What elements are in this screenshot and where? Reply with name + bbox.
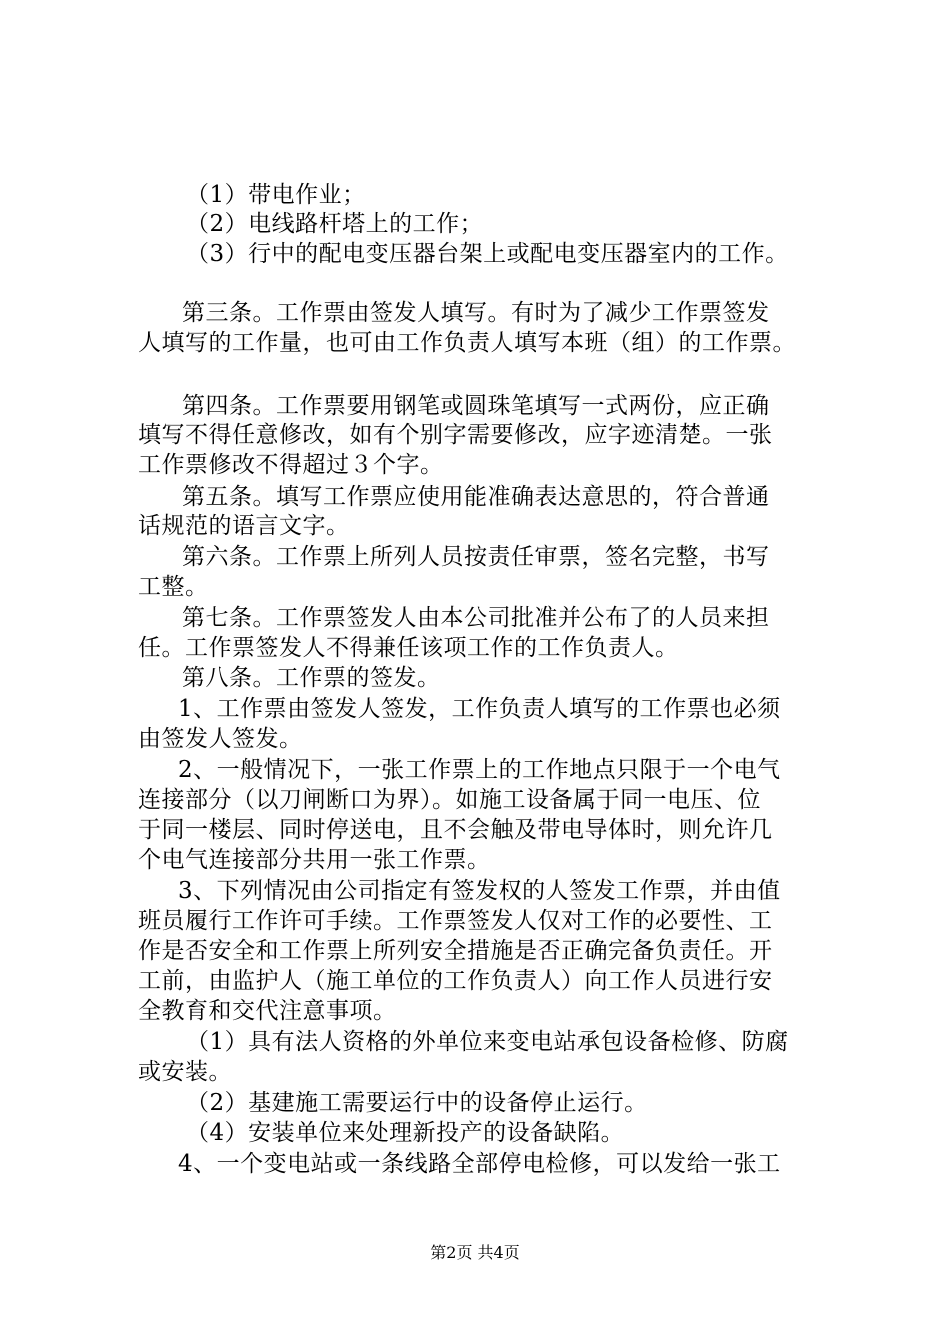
text-line: 3、下列情况由公司指定有签发权的人签发工作票，并由值 [178,878,781,904]
text-line: 全教育和交代注意事项。 [138,998,397,1024]
text-line: 连接部分（以刀闸断口为界）。如施工设备属于同一电压、位 [138,787,761,813]
text-line: 2、一般情况下，一张工作票上的工作地点只限于一个电气 [178,757,781,783]
text-line: 4、一个变电站或一条线路全部停电检修，可以发给一张工 [178,1151,781,1177]
text-line: 或安装。 [138,1059,232,1085]
text-line: （3）行中的配电变压器台架上或配电变压器室内的工作。 [186,241,789,267]
text-line: 于同一楼层、同时停送电，且不会触及带电导体时，则允许几 [138,817,773,843]
text-line: （1）具有法人资格的外单位来变电站承包设备检修、防腐 [186,1029,789,1055]
text-line: 1、工作票由签发人签发，工作负责人填写的工作票也必须 [178,696,781,722]
text-line: 第六条。工作票上所列人员按责任审票，签名完整，书写 [182,544,770,570]
text-line: （2）基建施工需要运行中的设备停止运行。 [186,1090,648,1116]
text-line: 由签发人签发。 [138,726,303,752]
text-line: 作是否安全和工作票上所列安全措施是否正确完备负责任。开 [138,938,773,964]
text-line: （2）电线路杆塔上的工作； [186,211,484,237]
text-line: 班员履行工作许可手续。工作票签发人仅对工作的必要性、工 [138,908,773,934]
text-line: 第三条。工作票由签发人填写。有时为了减少工作票签发 [182,300,770,326]
text-line: 工前，由监护人（施工单位的工作负责人）向工作人员进行安 [138,968,773,994]
text-line: 填写不得任意修改，如有个别字需要修改，应字迹清楚。一张 [138,422,773,448]
text-line: 任。工作票签发人不得兼任该项工作的工作负责人。 [138,635,679,661]
text-line: 个电气连接部分共用一张工作票。 [138,847,491,873]
page-number-footer: 第2页 共4页 [430,1243,520,1262]
text-line: 第四条。工作票要用钢笔或圆珠笔填写一式两份，应正确 [182,393,770,419]
text-line: 第八条。工作票的签发。 [182,665,441,691]
text-line: 第五条。填写工作票应使用能准确表达意思的，符合普通 [182,484,770,510]
text-line: 工整。 [138,574,209,600]
text-line: （1）带电作业； [186,182,366,208]
text-line: 话规范的语言文字。 [138,513,350,539]
text-line: 人填写的工作量，也可由工作负责人填写本班（组）的工作票。 [138,330,796,356]
text-line: （4）安装单位来处理新投产的设备缺陷。 [186,1120,625,1146]
text-line: 工作票修改不得超过３个字。 [138,452,444,478]
text-line: 第七条。工作票签发人由本公司批准并公布了的人员来担 [182,605,770,631]
